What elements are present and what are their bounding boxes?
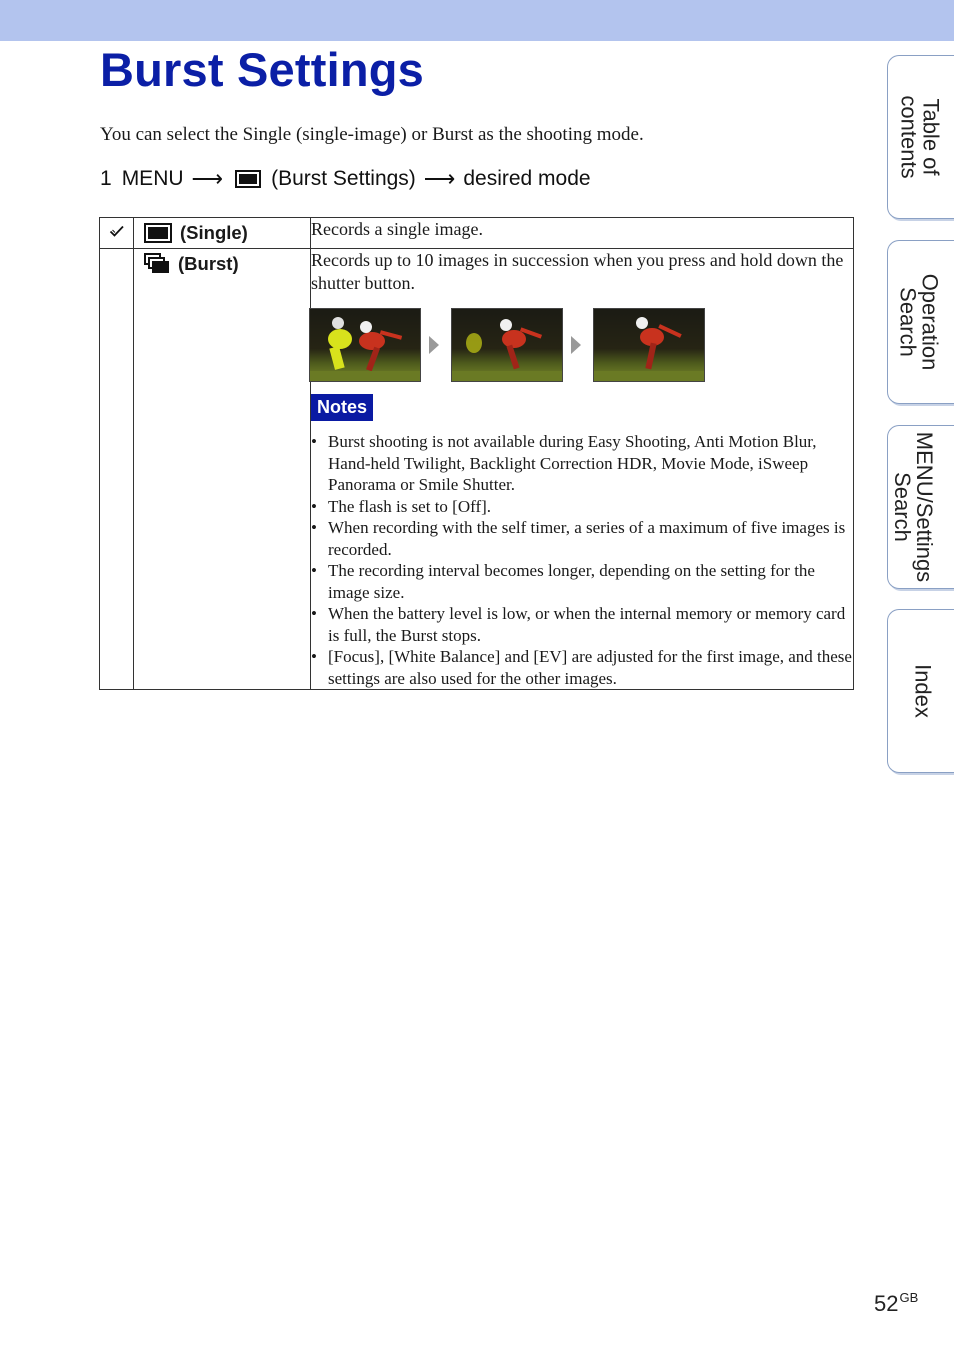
list-item: • The flash is set to [Off]. bbox=[311, 496, 853, 518]
next-frame-arrow-icon bbox=[429, 336, 439, 354]
list-item: • When recording with the self timer, a series of a maximum of five images is recorded. bbox=[311, 517, 853, 560]
skater-photo bbox=[451, 308, 563, 382]
header-band bbox=[0, 0, 954, 41]
next-frame-arrow-icon bbox=[571, 336, 581, 354]
mode-description-cell bbox=[311, 249, 854, 690]
mode-name-cell bbox=[134, 218, 311, 249]
menu-step bbox=[100, 166, 591, 192]
tab-label: Operation Search bbox=[894, 273, 942, 371]
skater-photo bbox=[593, 308, 705, 382]
notes-badge: Notes bbox=[311, 394, 373, 421]
mode-name-cell bbox=[134, 249, 311, 690]
page-number: $52^{GB}$ bbox=[874, 1290, 919, 1316]
tab-menu-settings-search[interactable] bbox=[887, 425, 954, 589]
settings-table bbox=[99, 217, 854, 690]
default-marker-cell bbox=[100, 218, 134, 249]
checkmark-icon bbox=[109, 224, 125, 238]
list-item: • Burst shooting is not available during Easy Shooting, Anti Motion Blur, Hand-held Twilight, Backlight Correction HDR, Movie Mode, iSweep Panorama or Smile Shutter. bbox=[311, 431, 853, 496]
skater-photo bbox=[309, 308, 421, 382]
intro-text: You can select the Single (single-image) or Burst as the shooting mode. bbox=[100, 124, 644, 145]
default-marker-cell bbox=[100, 249, 134, 690]
tab-label: MENU/Settings Search bbox=[889, 431, 937, 583]
notes-list bbox=[311, 431, 853, 689]
table-row bbox=[100, 249, 854, 690]
arrow-right-icon: ⟶ bbox=[191, 166, 224, 191]
list-item: • When the battery level is low, or when the internal memory or memory card is full, the Burst stops. bbox=[311, 603, 853, 646]
mode-name: (Burst) bbox=[178, 253, 239, 274]
step-menu-label: MENU bbox=[121, 167, 184, 190]
single-image-icon bbox=[144, 223, 172, 243]
burst-icon bbox=[144, 253, 170, 275]
arrow-right-icon: ⟶ bbox=[423, 166, 456, 191]
burst-sequence-illustration bbox=[309, 308, 853, 382]
tab-table-of-contents[interactable] bbox=[887, 55, 954, 219]
step-item-label: (Burst Settings) bbox=[271, 167, 416, 190]
tab-label: Index bbox=[910, 664, 936, 718]
list-item: • [Focus], [White Balance] and [EV] are adjusted for the first image, and these settings are also used for the other images. bbox=[311, 646, 853, 689]
step-target-label: desired mode bbox=[463, 167, 591, 190]
single-image-icon bbox=[235, 170, 261, 188]
mode-description: Records a single image. bbox=[311, 219, 483, 239]
mode-name: (Single) bbox=[180, 222, 248, 243]
tab-operation-search[interactable] bbox=[887, 240, 954, 404]
step-number: 1 bbox=[100, 167, 112, 190]
mode-description-cell bbox=[311, 218, 854, 249]
tab-label: Table of contents bbox=[896, 95, 944, 179]
mode-description: Records up to 10 images in succession when you press and hold down the shutter button. bbox=[311, 250, 844, 293]
page-title: Burst Settings bbox=[100, 43, 424, 96]
table-row bbox=[100, 218, 854, 249]
tab-index[interactable] bbox=[887, 609, 954, 773]
list-item: • The recording interval becomes longer, depending on the setting for the image size. bbox=[311, 560, 853, 603]
